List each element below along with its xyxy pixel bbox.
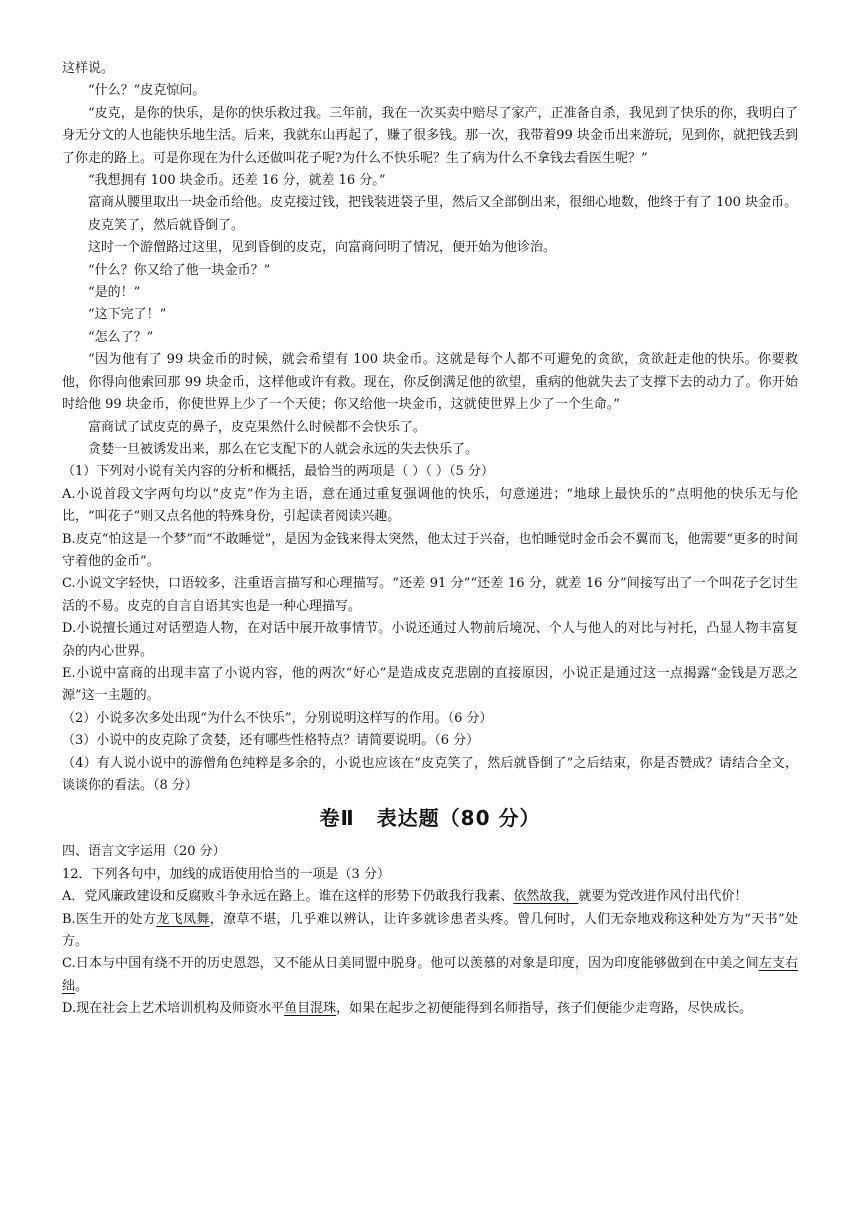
language-section xyxy=(62,841,798,1020)
question-1-option-e: E.小说中富商的出现丰富了小说内容，他的两次“好心”是造成皮克悲剧的直接原因，小说正是通过这一点揭露“金钱是万恶之源”这一主题的。 xyxy=(62,665,798,704)
story-paragraph: “什么？你又给了他一块金币？” xyxy=(88,262,271,278)
question-12-option-b: B.医生开的处方龙飞凤舞，潦草不堪，几乎难以辨认，让许多就诊患者头疼。曾几何时，人们无奈地戏称这种处方为“天书”处方。 xyxy=(62,911,798,950)
question-12-option-c: C.日本与中国有绕不开的历史恩怨，又不能从日美同盟中脱身。他可以羡慕的对象是印度，因为印度能够做到在中美之间左支右绌。 xyxy=(62,956,798,994)
story-paragraph: “因为他有了 99 块金币的时候，就会希望有 100 块金币。这就是每个人都不可避免的贪欲，贪欲赶走他的快乐。你要救他，你得向他索回那 99 块金币，这样他或许有救。现在，你反倒满足他的欲望，重病的他就失去了支撑下去的动力了。你开始时给他 99 块金币，你使世界上少了一个天使；你又给他一块金币，这就使世界上少了一个生命。” xyxy=(62,352,798,413)
question-1-option-d: D.小说擅长通过对话塑造人物，在对话中展开故事情节。小说还通过人物前后境况、个人与他人的对比与衬托，凸显人物丰富复杂的内心世界。 xyxy=(62,621,798,659)
underlined-idiom: 龙飞凤舞 xyxy=(156,911,210,927)
question-12-option-d: D.现在社会上艺术培训机构及师资水平鱼目混珠，如果在起步之初便能得到名师指导，孩子们便能少走弯路，尽快成长。 xyxy=(62,1001,753,1017)
question-1: （1）下列对小说有关内容的分析和概括，最恰当的两项是（ ）（ ）（5 分） xyxy=(62,464,494,480)
section-part: 卷Ⅱ xyxy=(319,806,355,831)
part4-title: 四、语言文字运用（20 分） xyxy=(62,844,226,860)
story-paragraph: 富商试了试皮克的鼻子，皮克果然什么时候都不会快乐了。 xyxy=(88,419,427,435)
story-paragraph: 这时一个游僧路过这里，见到昏倒的皮克，向富商问明了情况，便开始为他诊治。 xyxy=(88,240,557,256)
story-paragraph: “这下完了！” xyxy=(88,307,167,323)
story-paragraph: “什么？”皮克惊问。 xyxy=(88,83,206,99)
story-paragraph: “怎么了？” xyxy=(88,329,154,345)
section-name: 表达题（80 分） xyxy=(376,806,541,831)
question-1-option-b: B.皮克“怕这是一个梦”而“不敢睡觉”，是因为金钱来得太突然，他太过于兴奋，也怕睡觉时金币会不翼而飞，他需要“更多的时间守着他的金币”。 xyxy=(62,531,798,569)
underlined-idiom: 依然故我， xyxy=(513,889,579,905)
question-1-option-a: A.小说首段文字两句均以“皮克”作为主语，意在通过重复强调他的快乐，句意递进；“地球上最快乐的”点明他的快乐无与伦比，“叫花子”则又点名他的特殊身份，引起读者阅读兴趣。 xyxy=(62,486,798,525)
question-2: （2）小说多次多处出现“为什么不快乐”，分别说明这样写的作用。（6 分） xyxy=(62,710,493,726)
question-1-option-c: C.小说文字轻快，口语较多，注重语言描写和心理描写。“还差 91 分”“还差 16 分，就差 16 分”间接写出了一个叫花子乞讨生活的不易。皮克的自言自语其实也是一种心理描写。 xyxy=(62,576,798,614)
question-3: （3）小说中的皮克除了贪婪，还有哪些性格特点？请简要说明。（6 分） xyxy=(62,733,480,749)
question-12: 12．下列各句中，加线的成语使用恰当的一项是（3 分） xyxy=(62,866,390,882)
story-paragraph: 富商从腰里取出一块金币给他。皮克接过钱，把钱装进袋子里，然后又全部倒出来，很细心地数，他终于有了 100 块金币。 xyxy=(88,195,798,211)
story-paragraph: 这样说。 xyxy=(62,61,115,76)
section-heading xyxy=(62,801,798,835)
underlined-idiom: 鱼目混珠 xyxy=(284,1001,337,1017)
reading-questions xyxy=(62,461,798,797)
question-12-option-a: A．党风廉政建设和反腐败斗争永远在路上。谁在这样的形势下仍敢我行我素、依然故我，就要为党改进作风付出代价！ xyxy=(62,889,748,905)
story-text xyxy=(62,58,798,461)
question-4: （4）有人说小说中的游僧角色纯粹是多余的，小说也应该在“皮克笑了，然后就昏倒了”之后结束，你是否赞成？请结合全文，谈谈你的看法。（8 分） xyxy=(62,755,798,793)
story-paragraph: “是的！” xyxy=(88,285,141,301)
underlined-idiom: 左支右绌 xyxy=(62,956,798,994)
story-paragraph: “皮克，是你的快乐，是你的快乐救过我。三年前，我在一次买卖中赔尽了家产，正准备自杀，我见到了快乐的你，我明白了身无分文的人也能快乐地生活。后来，我就东山再起了，赚了很多钱。那一次，我带着99 块金币出来游玩，见到你，就把钱丢到了你走的路上。可是你现在为什么还做叫花子呢?为什么不快乐呢？生了病为什么不拿钱去看医生呢？” xyxy=(62,105,798,166)
story-paragraph: 皮克笑了，然后就昏倒了。 xyxy=(88,217,245,233)
story-paragraph: 贪婪一旦被诱发出来，那么在它支配下的人就会永远的失去快乐了。 xyxy=(88,441,479,457)
story-paragraph: “我想拥有 100 块金币。还差 16 分，就差 16 分。” xyxy=(88,173,386,189)
